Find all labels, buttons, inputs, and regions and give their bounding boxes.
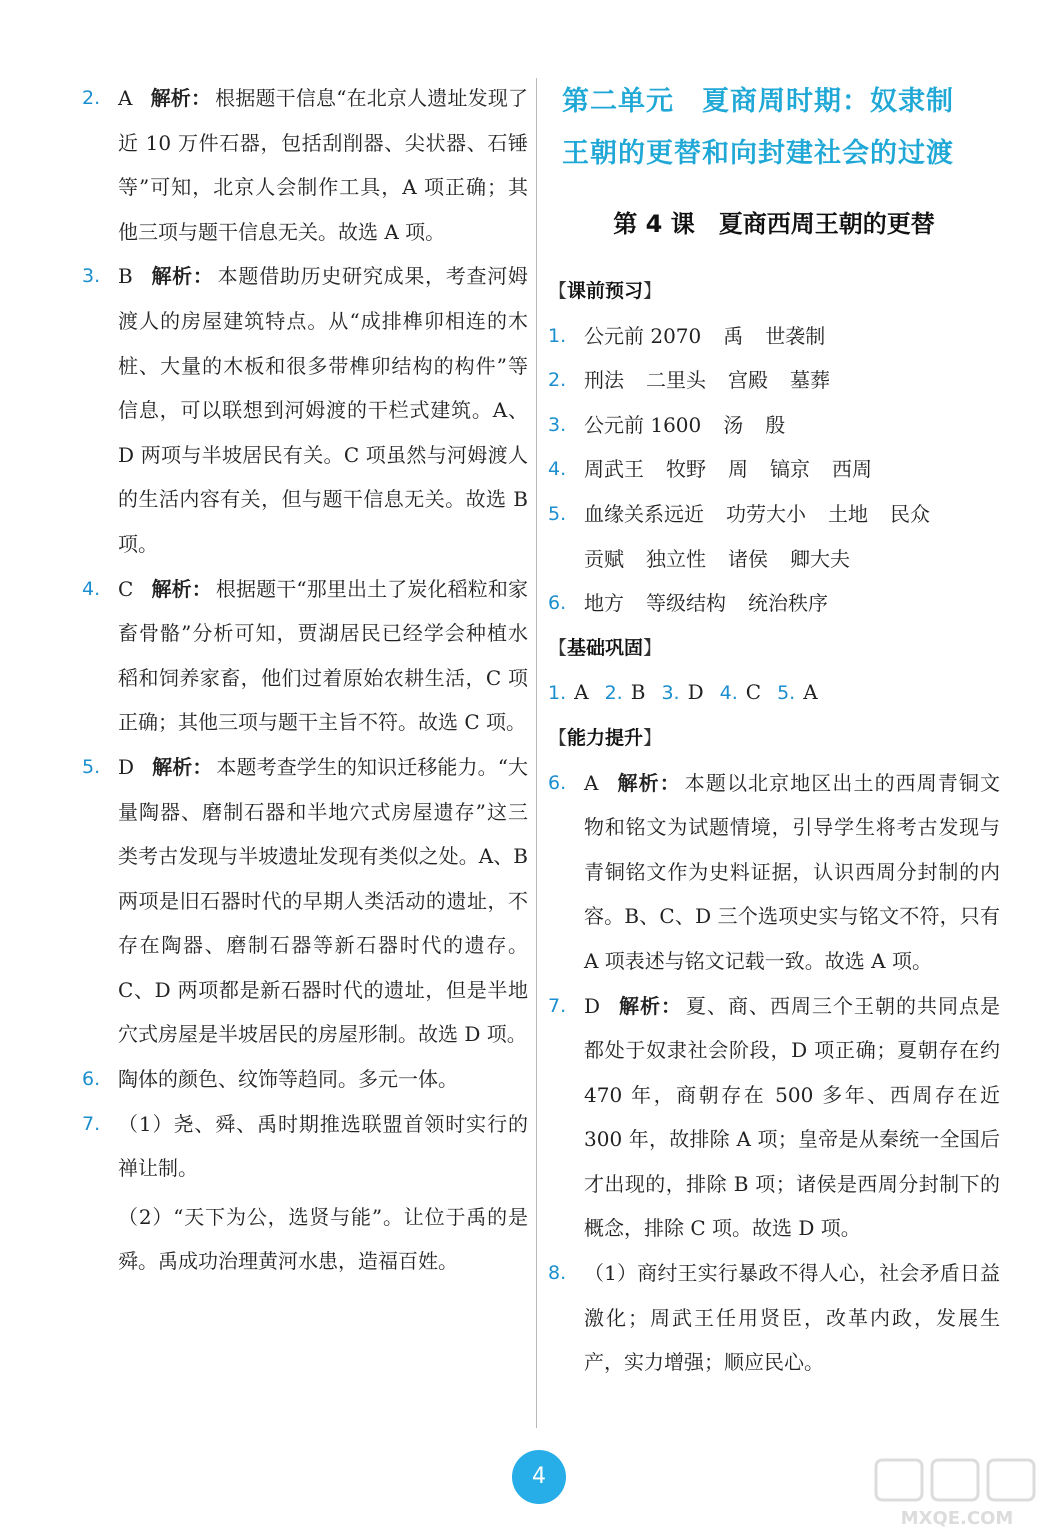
item-paragraph <box>584 761 1000 984</box>
item-number: 4. <box>82 577 101 600</box>
answer-item <box>82 254 528 566</box>
answer-word: 汤 <box>723 412 744 437</box>
section-heading-ability: 【能力提升】 <box>548 726 663 749</box>
analysis-label: 解析： <box>152 754 213 779</box>
item-number: 8. <box>548 1262 567 1285</box>
item-number: 5. <box>777 682 796 705</box>
analysis-label: 解析： <box>151 576 212 601</box>
answer-word: 禹 <box>723 323 744 348</box>
answer-word: 地方 <box>584 591 624 616</box>
word-line <box>584 314 1000 359</box>
item-number: 6. <box>548 592 567 615</box>
answer-letter: A <box>574 680 589 705</box>
preview-item <box>548 447 1000 492</box>
preview-item <box>548 358 1000 403</box>
item-paragraph <box>584 1251 1000 1385</box>
answer-letter: A <box>584 770 599 795</box>
answer-word: 独立性 <box>646 546 706 571</box>
answer-word: 周武王 <box>584 457 644 482</box>
answer-word: 西周 <box>832 457 872 482</box>
left-column <box>82 76 528 1284</box>
item-paragraph <box>118 1102 528 1191</box>
quick-answer <box>720 670 761 716</box>
item-number: 4. <box>548 458 567 481</box>
item-body <box>584 1251 1000 1385</box>
ability-answer-list <box>548 761 1000 1385</box>
analysis-label: 解析： <box>616 770 681 795</box>
paragraph-text: 本题借助历史研究成果，考查河姆渡人的房屋建筑特点。从“成排榫卯相连的木桩、大量的木板和很多带榫卯结构的构件”等信息，可以联想到河姆渡的干栏式建筑。A、D 两项与半坡居民有关。C 项虽然与河姆渡人的生活内容有关，但与题干信息无关。故选 B 项。 <box>118 264 529 556</box>
paragraph-text: 夏、商、西周三个王朝的共同点是都处于奴隶社会阶段，D 项正确；夏朝存在约 470 年，商朝存在 500 多年、西周存在近 300 年，故排除 A 项；皇帝是从秦统一全国后才出现的，排除 B 项；诸侯是西周分封制下的概念，排除 C 项。故选 D 项。 <box>584 993 1001 1241</box>
item-paragraph <box>118 1195 528 1284</box>
answer-letter: B <box>630 680 646 705</box>
item-number: 7. <box>548 994 567 1017</box>
section-label: 课前预习 <box>567 280 644 302</box>
item-number: 3. <box>548 413 567 436</box>
answer-word: 功劳大小 <box>726 501 806 526</box>
quick-answer <box>605 670 646 716</box>
analysis-label: 解析： <box>150 86 212 110</box>
answer-word: 土地 <box>828 501 868 526</box>
item-body <box>118 76 528 254</box>
item-number: 1. <box>548 324 567 347</box>
right-column <box>548 76 1000 1385</box>
section-heading-preview: 【课前预习】 <box>548 280 663 302</box>
item-number: 6. <box>82 1068 101 1091</box>
quick-answer <box>661 670 703 716</box>
watermark-logo <box>872 1454 1042 1530</box>
page-number-badge: 4 <box>512 1450 566 1504</box>
item-number: 3. <box>82 265 101 288</box>
unit-title-line-1: 第二单元 夏商周时期：奴隶制 <box>562 86 954 117</box>
preview-item <box>548 492 1000 581</box>
answer-word: 世袭制 <box>765 323 826 348</box>
answer-word: 诸侯 <box>728 546 768 571</box>
section-label: 能力提升 <box>567 726 644 749</box>
item-body <box>584 403 1000 448</box>
item-body <box>118 254 528 566</box>
lesson-title: 第 4 课 夏商西周王朝的更替 <box>613 210 935 238</box>
item-body <box>118 745 528 1057</box>
answer-word: 殷 <box>765 412 786 437</box>
answer-letter: A <box>118 86 133 110</box>
item-number: 6. <box>548 771 567 794</box>
paragraph-text: （2）“天下为公，选贤与能”。让位于禹的是舜。禹成功治理黄河水患，造福百姓。 <box>118 1204 528 1274</box>
answer-letter: D <box>118 754 135 779</box>
answer-item <box>82 567 528 745</box>
item-paragraph <box>118 1057 528 1102</box>
item-body <box>118 567 528 745</box>
section-label: 基础巩固 <box>567 636 644 659</box>
item-number: 2. <box>604 682 623 705</box>
item-paragraph <box>118 254 528 566</box>
answer-word: 公元前 2070 <box>584 323 702 348</box>
answer-item <box>82 76 528 254</box>
paragraph-text: 根据题干“那里出土了炭化稻粒和家畜骨骼”分析可知，贾湖居民已经学会种植水稻和饲养家畜，他们过着原始农耕生活，C 项正确；其他三项与题干主旨不符。故选 C 项。 <box>118 576 529 735</box>
word-line <box>584 358 1000 403</box>
unit-title-line-2: 王朝的更替和向封建社会的过渡 <box>562 138 954 169</box>
item-number: 7. <box>82 1112 101 1135</box>
answer-word: 等级结构 <box>646 591 726 616</box>
answer-letter: B <box>118 264 133 289</box>
item-body <box>584 492 1000 581</box>
watermark-text: MXQE.COM <box>900 1508 1014 1529</box>
item-paragraph <box>118 76 528 254</box>
item-body <box>118 1057 528 1102</box>
answer-word: 墓葬 <box>790 368 830 393</box>
item-body <box>584 447 1000 492</box>
item-paragraph <box>584 984 1000 1252</box>
item-body <box>584 984 1000 1252</box>
paragraph-text: 根据题干信息“在北京人遗址发现了近 10 万件石器，包括刮削器、尖状器、石锤等”可知，北京人会制作工具，A 项正确；其他三项与题干信息无关。故选 A 项。 <box>118 86 528 244</box>
answer-letter: A <box>803 680 818 705</box>
word-line <box>584 492 1000 537</box>
preview-item <box>548 403 1000 448</box>
item-body <box>584 314 1000 359</box>
answer-word: 贡赋 <box>584 546 624 571</box>
paragraph-text: （1）商纣王实行暴政不得人心，社会矛盾日益激化；周武王任用贤臣，改革内政，发展生产，实力增强；顺应民心。 <box>584 1261 1000 1375</box>
answer-word: 牧野 <box>666 457 706 482</box>
word-line <box>584 537 1000 582</box>
answer-word: 公元前 1600 <box>584 412 702 437</box>
answer-item <box>82 1057 528 1102</box>
item-number: 2. <box>548 369 567 392</box>
analysis-label: 解析： <box>618 993 683 1018</box>
analysis-label: 解析： <box>150 264 214 289</box>
answer-word: 刑法 <box>584 368 624 393</box>
preview-answer-list <box>548 314 1000 626</box>
item-number: 5. <box>82 755 101 778</box>
answer-item <box>548 984 1000 1252</box>
item-body <box>584 761 1000 984</box>
answer-letter: D <box>687 680 704 705</box>
item-number: 3. <box>661 682 680 705</box>
preview-item <box>548 581 1000 626</box>
answer-word: 统治秩序 <box>748 591 828 616</box>
word-line <box>584 447 1000 492</box>
answer-word: 卿大夫 <box>790 546 850 571</box>
paragraph-text: （1）尧、舜、禹时期推选联盟首领时实行的禅让制。 <box>118 1111 528 1181</box>
unit-title <box>562 76 1000 180</box>
item-body <box>118 1102 528 1284</box>
item-number: 2. <box>82 87 101 109</box>
item-number: 5. <box>548 502 567 525</box>
answer-word: 血缘关系远近 <box>584 501 704 526</box>
word-line <box>584 581 1000 626</box>
item-paragraph <box>118 745 528 1057</box>
paragraph-text: 本题以北京地区出土的西周青铜文物和铭文为试题情境，引导学生将考古发现与青铜铭文作为史料证据，认识西周分封制的内容。B、C、D 三个选项史实与铭文不符，只有 A 项表述与铭文记载一致。故选 A 项。 <box>584 770 1000 973</box>
item-paragraph <box>118 567 528 745</box>
preview-item <box>548 314 1000 359</box>
answer-word: 镐京 <box>770 457 810 482</box>
item-number: 4. <box>719 682 738 705</box>
answer-word: 民众 <box>890 501 930 526</box>
answer-item <box>82 745 528 1057</box>
answer-word: 周 <box>728 457 748 482</box>
answer-word: 二里头 <box>646 368 706 393</box>
item-body <box>584 358 1000 403</box>
item-number: 1. <box>548 682 567 705</box>
item-body <box>584 581 1000 626</box>
answer-letter: C <box>118 576 134 601</box>
answer-letter: C <box>745 680 762 705</box>
answer-item <box>548 1251 1000 1385</box>
word-line <box>584 403 1000 448</box>
quick-answer <box>548 670 589 716</box>
quick-answer <box>777 670 818 716</box>
column-divider <box>536 78 537 1428</box>
answer-letter: D <box>584 993 601 1018</box>
paragraph-text: 陶体的颜色、纹饰等趋同。多元一体。 <box>118 1067 458 1092</box>
paragraph-text: 本题考查学生的知识迁移能力。“大量陶器、磨制石器和半地穴式房屋遗存”这三类考古发现与半坡遗址发现有类似之处。A、B 两项是旧石器时代的早期人类活动的遗址，不存在陶器、磨制石器等新石器时代的遗存。C、D 两项都是新石器时代的遗址，但是半地穴式房屋是半坡居民的房屋形制。故选 D 项。 <box>118 754 529 1047</box>
basic-answer-row <box>548 670 1000 716</box>
section-heading-basic: 【基础巩固】 <box>548 636 663 659</box>
answer-item <box>82 1102 528 1284</box>
answer-word: 宫殿 <box>728 368 768 393</box>
answer-item <box>548 761 1000 984</box>
